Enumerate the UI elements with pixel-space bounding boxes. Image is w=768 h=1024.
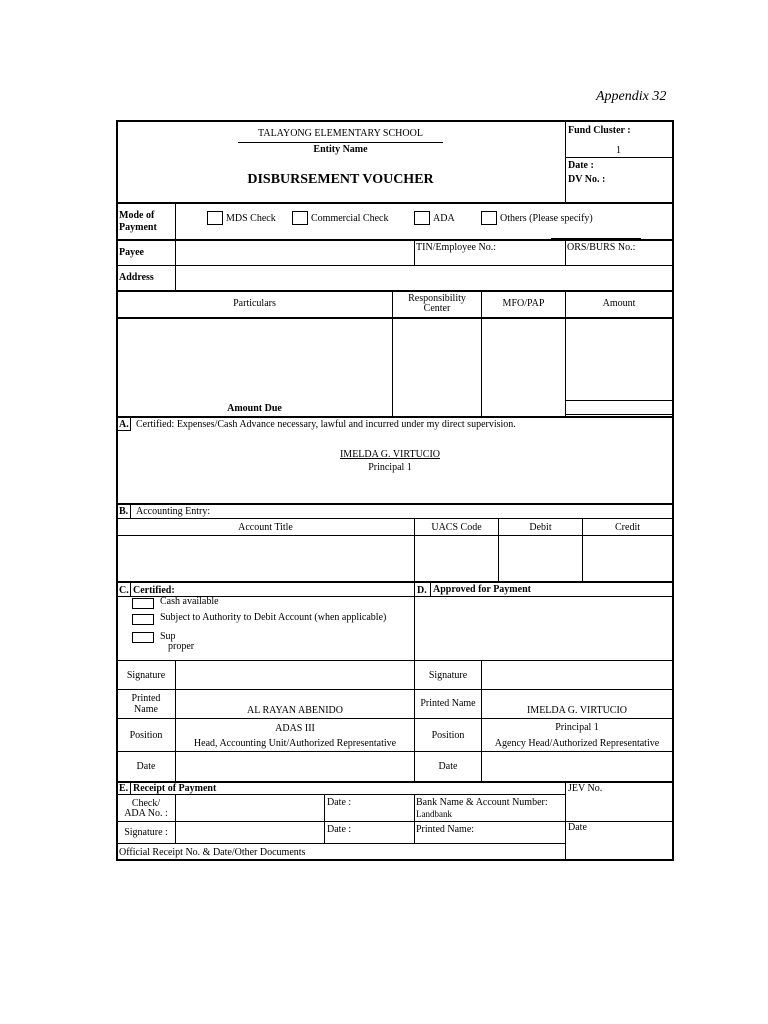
- dv-number-label: DV No. :: [568, 174, 606, 185]
- section-a-letter: A.: [119, 419, 129, 430]
- section-e-letter: E.: [119, 783, 129, 794]
- right-printed-name: IMELDA G. VIRTUCIO: [526, 705, 628, 716]
- receipt-printed-name-label: Printed Name:: [416, 824, 475, 835]
- responsibility-header-1: Responsibility: [408, 293, 466, 304]
- right-position-label: Position: [431, 730, 465, 741]
- uacs-code-header: UACS Code: [431, 522, 482, 533]
- left-signature-label: Signature: [126, 670, 166, 681]
- commercial-check-label: Commercial Check: [311, 213, 389, 224]
- left-printed-name: AL RAYAN ABENIDO: [247, 705, 343, 716]
- receipt-signature-label: Signature :: [124, 827, 168, 838]
- supporting-docs-label-2: proper: [168, 641, 195, 652]
- mode-label-2: Payment: [119, 222, 157, 233]
- debit-header: Debit: [529, 522, 552, 533]
- receipt-date-label: Date :: [327, 797, 352, 808]
- cash-available-label: Cash available: [160, 596, 219, 607]
- commercial-check-checkbox[interactable]: [292, 211, 308, 225]
- jev-date-label: Date: [568, 822, 587, 833]
- right-position: Principal 1: [555, 722, 599, 733]
- ada-label: ADA: [433, 213, 455, 224]
- section-b-title: Accounting Entry:: [136, 506, 211, 517]
- bank-name-value: Landbank: [416, 809, 452, 819]
- others-specify-line[interactable]: [551, 238, 641, 239]
- section-a-signatory-name: IMELDA G. VIRTUCIO: [339, 449, 441, 460]
- section-d-letter: D.: [417, 585, 427, 596]
- credit-header: Credit: [615, 522, 640, 533]
- left-position: ADAS III: [275, 723, 315, 734]
- mfo-pap-header: MFO/PAP: [502, 298, 545, 309]
- section-c-letter: C.: [119, 585, 129, 596]
- account-title-header: Account Title: [238, 522, 293, 533]
- section-d-title: Approved for Payment: [433, 584, 531, 595]
- appendix-label: Appendix 32: [596, 89, 667, 104]
- voucher-title: DISBURSEMENT VOUCHER: [247, 172, 434, 187]
- others-label: Others (Please specify): [500, 213, 593, 224]
- right-role: Agency Head/Authorized Representative: [494, 738, 660, 749]
- bank-account-label: Bank Name & Account Number:: [416, 797, 548, 808]
- right-date-label: Date: [438, 761, 458, 772]
- particulars-header: Particulars: [233, 298, 276, 309]
- section-a-signatory-position: Principal 1: [368, 462, 412, 473]
- address-label: Address: [119, 272, 154, 283]
- amount-due-label: Amount Due: [227, 403, 282, 414]
- supporting-docs-checkbox[interactable]: [132, 632, 154, 643]
- others-checkbox[interactable]: [481, 211, 497, 225]
- left-printed-label-2: Name: [134, 704, 158, 715]
- entity-name-label: Entity Name: [313, 144, 368, 155]
- left-printed-label-1: Printed: [131, 693, 161, 704]
- section-a-certification: Certified: Expenses/Cash Advance necessary, lawful and incurred under my direct supervision.: [136, 419, 516, 430]
- left-date-label: Date: [136, 761, 156, 772]
- mode-label-1: Mode of: [119, 210, 155, 221]
- mds-check-label: MDS Check: [226, 213, 276, 224]
- official-receipt-label: Official Receipt No. & Date/Other Documents: [119, 847, 306, 858]
- date-label: Date :: [568, 160, 594, 171]
- section-e-title: Receipt of Payment: [133, 783, 217, 794]
- ada-checkbox[interactable]: [414, 211, 430, 225]
- check-ada-label-1: Check/: [131, 798, 161, 809]
- tin-label: TIN/Employee No.:: [416, 242, 496, 253]
- cash-available-checkbox[interactable]: [132, 598, 154, 609]
- mds-check-checkbox[interactable]: [207, 211, 223, 225]
- responsibility-header-2: Center: [423, 303, 451, 314]
- right-signature-label: Signature: [428, 670, 468, 681]
- check-ada-label-2: ADA No. :: [124, 808, 168, 819]
- ors-burs-label: ORS/BURS No.:: [567, 242, 636, 253]
- fund-cluster-value: 1: [616, 145, 621, 156]
- authority-debit-label: Subject to Authority to Debit Account (when applicable): [160, 612, 387, 623]
- section-c-title: Certified:: [133, 585, 175, 596]
- fund-cluster-label: Fund Cluster :: [568, 125, 631, 136]
- section-b-letter: B.: [119, 506, 129, 517]
- authority-debit-checkbox[interactable]: [132, 614, 154, 625]
- left-role: Head, Accounting Unit/Authorized Representative: [193, 738, 397, 749]
- right-printed-name-label: Printed Name: [420, 698, 476, 709]
- left-position-label: Position: [129, 730, 163, 741]
- school-name: TALAYONG ELEMENTARY SCHOOL: [258, 128, 423, 139]
- receipt-date2-label: Date :: [327, 824, 352, 835]
- jev-number-label: JEV No.: [568, 783, 603, 794]
- amount-header: Amount: [602, 298, 636, 309]
- payee-label: Payee: [119, 247, 144, 258]
- supporting-docs-label: Sup: [160, 631, 176, 642]
